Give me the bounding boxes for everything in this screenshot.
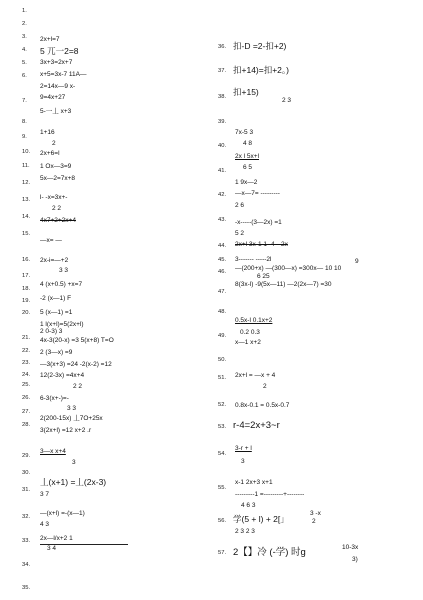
problem-number: 4.: [22, 47, 27, 53]
equation-fraction-part: 3 7: [40, 491, 50, 498]
problem-number: 40.: [218, 143, 227, 149]
equation: 4x7+2+2x+4: [40, 217, 76, 224]
problem-number: 53.: [218, 424, 227, 430]
equation-fraction-part: 3): [352, 556, 358, 563]
equation: 2x+l = —x + 4: [235, 372, 276, 379]
problem-number: 5.: [22, 60, 27, 66]
problem-number: 18.: [22, 286, 31, 292]
problem-number: 48.: [218, 309, 227, 315]
problem-number: 9.: [22, 134, 27, 140]
equation: 1+16: [40, 129, 55, 136]
problem-number: 35.: [22, 585, 31, 591]
equation: 3—x x+4: [40, 448, 66, 455]
equation: l- -x=3x+-: [40, 194, 68, 201]
equation: 学(5 + l) + 2[」: [233, 514, 289, 524]
equation: 3------- -----2l: [235, 256, 272, 263]
problem-number: 7.: [22, 98, 27, 104]
equation: r-4=2x+3~r: [233, 420, 280, 431]
equation: 2【】冷 (-学) 时g: [233, 547, 306, 558]
equation-fraction-part: 3 3: [59, 267, 69, 274]
equation: 3x+3=2x+7: [40, 59, 73, 66]
equation: 1 9x—2: [235, 179, 258, 186]
problem-number: 2.: [22, 21, 27, 27]
equation: 5x—2=7x+8: [40, 175, 76, 182]
equation-fraction-part: 2 6: [235, 202, 245, 209]
problem-number: 10.: [22, 149, 31, 155]
equation-fraction-part: 6 5: [243, 164, 253, 171]
problem-number: 50.: [218, 357, 227, 363]
equation: 2x—l/x+2 1: [40, 535, 73, 542]
problem-number: 36.: [218, 44, 227, 50]
equation: —x—7= ---------: [235, 190, 280, 197]
problem-number: 29.: [22, 453, 31, 459]
problem-number: 28.: [22, 422, 31, 428]
problem-number: 57.: [218, 550, 227, 556]
problem-number: 32.: [22, 514, 31, 520]
equation: 2(200-15x) 丄7O+25x: [40, 415, 103, 422]
equation: 2x+l 3x-1 1 -4—2x: [235, 241, 288, 248]
equation: 2=14x—9 x-: [40, 83, 76, 90]
problem-number: 26.: [22, 395, 31, 401]
problem-number: 41.: [218, 168, 227, 174]
equation: 扣-D =2-扣+2): [233, 41, 287, 51]
equation-fraction-part: 2 3 2 3: [235, 528, 255, 535]
equation-fraction-part: 0.2 0.3: [240, 329, 260, 336]
problem-number: 1.: [22, 8, 27, 14]
problem-number: 25.: [22, 382, 31, 388]
equation: 5 兀一2=8: [40, 46, 79, 56]
equation: 8(3x-l) -9(5x—11) —2(2x—7) =30: [235, 281, 332, 288]
equation-fraction-part: 2: [263, 383, 267, 390]
problem-number: 56.: [218, 518, 227, 524]
problem-number: 38.: [218, 94, 227, 100]
equation-fraction-part: 3 4: [47, 545, 57, 552]
equation: 2x-i=—+2: [40, 257, 69, 264]
equation-fraction-part: 6 25: [257, 273, 270, 280]
equation-fraction-part: 2 2: [73, 383, 83, 390]
equation: 0.5x-l 0.1x+2: [235, 317, 273, 324]
problem-number: 55.: [218, 485, 227, 491]
equation: ---------1 =---------+--------: [235, 491, 305, 498]
equation: x—1 x+2: [235, 339, 261, 346]
problem-number: 43.: [218, 217, 227, 223]
equation: 7x-5 3: [235, 129, 254, 136]
problem-number: 8.: [22, 119, 27, 125]
equation-fraction-part: 3 3: [67, 405, 77, 412]
problem-number: 13.: [22, 197, 31, 203]
problem-number: 12.: [22, 180, 31, 186]
equation: 2x l 5x+l: [235, 153, 260, 160]
equation: 1 l(x+l)=5(2x+l): [40, 321, 84, 328]
equation: —x= —: [40, 237, 62, 244]
equation-fraction-part: 2 0-3) 3: [40, 328, 63, 335]
equation-fraction-part: 3: [241, 458, 245, 465]
problem-number: 42.: [218, 192, 227, 198]
equation: 2x+l=7: [40, 36, 60, 43]
equation: 5-一丄 x+3: [40, 108, 72, 115]
equation: 12(2-3x) =4x+4: [40, 372, 85, 379]
equation: -x-----(3—2x) =1: [235, 219, 282, 226]
equation: 1 Ox—3=9: [40, 163, 72, 170]
equation-fraction-part: 4 6 3: [241, 502, 256, 509]
problem-number: 21.: [22, 335, 31, 341]
problem-number: 49.: [218, 333, 227, 339]
equation-fraction-part: 2 2: [52, 205, 62, 212]
equation: 3-r + l: [235, 445, 252, 452]
equation-fraction-part: 3: [72, 459, 76, 466]
problem-number: 19.: [22, 298, 31, 304]
equation: 2x+6=l: [40, 150, 60, 157]
equation: —3(x+3) =24 -2(x-2) =12: [40, 361, 112, 368]
equation-fraction-part: 2 3: [282, 97, 292, 104]
problem-number: 17.: [22, 273, 31, 279]
problem-number: 3.: [22, 34, 27, 40]
equation: 0.8x-0.1 = 0.5x-0.7: [235, 402, 290, 409]
equation: 扣+15): [233, 87, 259, 97]
problem-number: 54.: [218, 451, 227, 457]
problem-number: 15.: [22, 231, 31, 237]
problem-number: 39.: [218, 119, 227, 125]
problem-number: 37.: [218, 68, 227, 74]
problem-number: 22.: [22, 348, 31, 354]
equation: —(200+x) —(300—x) =300x— 10 10: [235, 265, 342, 272]
problem-number: 51.: [218, 375, 227, 381]
equation: 3(2x+l) =12 x+2 .r: [40, 427, 92, 434]
equation: 扣+14)=扣+2。): [233, 65, 289, 75]
equation: x+5=3x-7 11A—: [40, 71, 87, 78]
problem-number: 14.: [22, 214, 31, 220]
problem-number: 33.: [22, 538, 31, 544]
equation-fraction-part: 2: [52, 140, 56, 147]
equation: -2 (x—1) F: [40, 295, 72, 302]
problem-number: 11.: [22, 163, 30, 169]
equation: 6-3(x+-)=-: [40, 395, 69, 402]
equation-fraction-part: 3 -x: [310, 510, 321, 517]
problem-number: 47.: [218, 289, 227, 295]
equation: 4x-3(20-x) =3 5(x+8) T=O: [40, 337, 114, 344]
equation-fraction-part: 5 2: [235, 230, 245, 237]
equation: —(x+l) =-(x—1): [40, 510, 85, 517]
problem-number: 34.: [22, 562, 31, 568]
problem-number: 52.: [218, 402, 227, 408]
equation-fraction-part: 9: [355, 258, 359, 265]
problem-number: 44.: [218, 243, 227, 249]
problem-number: 23.: [22, 360, 31, 366]
problem-number: 16.: [22, 257, 31, 263]
problem-number: 30.: [22, 470, 31, 476]
equation: 4 (x+0.5) +x=7: [40, 281, 83, 288]
equation: 2 (3—x) =9: [40, 349, 73, 356]
equation-fraction-part: 4 8: [243, 140, 253, 147]
equation-fraction-part: 2: [312, 518, 316, 525]
equation: 丄(x+1) =丄(2x-3): [40, 477, 107, 487]
problem-number: 45.: [218, 257, 227, 263]
problem-number: 31.: [22, 487, 31, 493]
problem-number: 46.: [218, 269, 227, 275]
problem-number: 6.: [22, 73, 27, 79]
problem-number: 24.: [22, 372, 31, 378]
equation-fraction-part: 4 3: [40, 521, 50, 528]
equation: 5 (x—1) =1: [40, 309, 73, 316]
equation-fraction-part: 10-3x: [342, 544, 359, 551]
equation: 9=4x+27: [40, 94, 66, 101]
equation: x-1 2x+3 x+1: [235, 479, 273, 486]
problem-number: 20.: [22, 310, 31, 316]
problem-number: 27.: [22, 409, 31, 415]
